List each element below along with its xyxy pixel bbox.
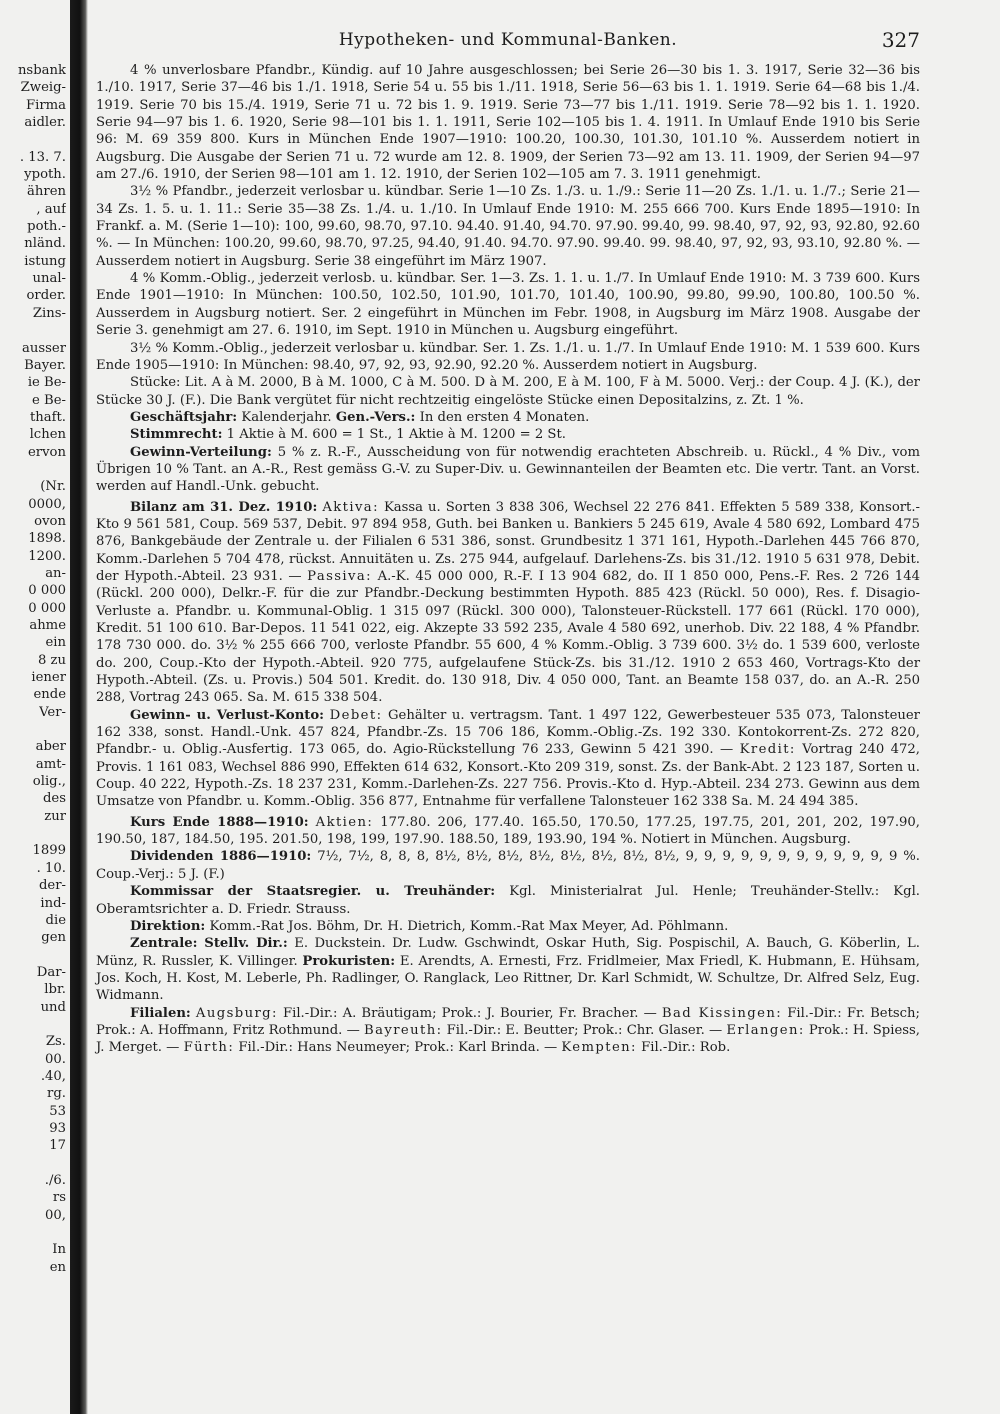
left-column-line: ovon (34, 513, 66, 529)
left-column-line: aidler. (24, 115, 66, 131)
left-column-line: 53 (49, 1103, 66, 1119)
paragraph-pfandbr-3-5: 3½ % Pfandbr., jederzeit verlosbar u. kündbar. Serie 1—10 Zs. 1./3. u. 1./9.: Serie 11—20 Zs. 1./1. u. 1./7.; Serie 21—34 Zs. 1. 5. u. 1. 11.: Serie 35—38 Zs. 1./4. u. 1./10. In Umlauf Ende 1910: M. 255 666 700. Kurs Ende 1895—1910: In Frankf. a. M. (Serie 1—10): 100, 99.60, 98.70, 97.10. 94.40. 91.40, 94.70. 97.90. 99.40, 99. 98.40, 97, 92, 93, 92.80, 92.60 %. — In München: 100.20, 99.60, 98.70, 97.25, 94.40, 91.40. 94.70. 97.90. 99.40. 99. 98.40, 97, 92, 93, 93.10, 92.80 %. — Ausserdem notiert in Augsburg. Serie 38 eingeführt im März 1907. (96, 184, 920, 269)
left-column-line: ein (45, 635, 66, 651)
section-direktion (96, 918, 920, 935)
filiale-kissingen: Bad Kissingen: (661, 1005, 783, 1021)
left-column-line: zur (44, 808, 66, 824)
left-column-line: thaft. (29, 409, 66, 425)
paragraph-pfandbr-4: 4 % unverlosbare Pfandbr., Kündig. auf 10 Jahre ausgeschlossen; bei Serie 26—30 bis 1. 3. 1917, Serie 32—36 bis 1./10. 1917, Serie 37—46 bis 1./1. 1918, Serie 54 u. 55 bis 1./11. 1918, Serie 56—63 bis 1. 1. 1919. Serie 64—68 bis 1./4. 1919. Serie 70 bis 15./4. 1919, Serie 71 u. 72 bis 1. 9. 1919. Serie 73—77 bis 1./11. 1919. Serie 78—92 bis 1. 1. 1920. Serie 94—97 bis 1. 6. 1920, Serie 98—101 bis 1. 1. 1911, Serie 102—105 bis 1. 4. 1911. In Umlauf Ende 1910 bis Serie 96: M. 69 359 800. Kurs in München Ende 1907—1910: 100.20, 100.30, 101.30, 101.10 %. Ausserdem notiert in Augsburg. Die Ausgabe der Serien 71 u. 72 wurde am 12. 8. 1909, der Serien 73—92 am 13. 11. 1909, der Serien 94—97 am 27./6. 1910, der Serien 98—101 am 1. 12. 1910, der Serien 102—105 am 7. 3. 1911 genehmigt. (96, 63, 920, 183)
gen-vers-text: In den ersten 4 Monaten. (419, 409, 590, 425)
filiale-augsburg-text: Fil.-Dir.: A. Bräutigam; Prok.: J. Bourier, Fr. Bracher. — (282, 1005, 657, 1021)
dividenden-label: Dividenden 1886—1910: (130, 849, 312, 865)
stimmrecht-text: 1 Aktie à M. 600 = 1 St., 1 Aktie à M. 1200 = 2 St. (226, 427, 566, 443)
left-column-line: ie Be- (27, 375, 66, 391)
section-geschaeftsjahr (96, 409, 920, 426)
kurs-label: Kurs Ende 1888—1910: (130, 814, 309, 830)
left-column-line: poth.- (27, 219, 66, 235)
left-column-line: e Be- (32, 392, 66, 408)
kurs-aktien-label: Aktien: (315, 814, 374, 830)
left-column-line: die (45, 912, 66, 928)
left-column-line: istung (24, 253, 66, 269)
left-column-line (0, 461, 66, 478)
section-gewinn-verteilung (96, 444, 920, 496)
filiale-kissingen-text: Fil.-Dir.: Fr. Betsch; Prok.: A. Hoffmann, Fritz Rothmund. — (96, 1005, 920, 1038)
gewinn-verlust-label: Gewinn- u. Verlust-Konto: (130, 707, 325, 723)
filiale-fuerth: Fürth: (183, 1040, 235, 1056)
filiale-kempten-text: Fil.-Dir.: Rob. (641, 1040, 731, 1056)
left-column-line (0, 1016, 66, 1033)
left-column-line: olig., (32, 774, 66, 790)
left-column-line: 0 000 (28, 600, 66, 616)
kurs-text: 177.80. 206, 177.40. 165.50, 170.50, 177.25, 197.75, 201, 201, 202, 197.90, 190.50, 187, 184.50, 195. 201.50, 198, 199, 197.90. 188.50, 189, 193.90, 194 %. Notiert in München. Augsburg. (96, 814, 920, 848)
left-column-line (0, 1224, 66, 1241)
section-bilanz (96, 499, 920, 707)
left-column-line: der- (38, 878, 66, 894)
prokuristen-text: E. Arendts, A. Ernesti, Frz. Fridlmeier, Max Friedl, K. Hubmann, E. Hühsam, Jos. Koch, H. Kost, M. Leberle, Ph. Radlinger, O. Ranglack, Leo Rittner, Dr. Karl Schmidt, W. Schultze, Dr. Alfred Selz, Eug. Widmann. (96, 953, 920, 1004)
aktiva-text: Kassa u. Sorten 3 838 306, Wechsel 22 276 841. Effekten 5 589 338, Konsort.-Kto 9 561 581, Coup. 569 537, Debit. 97 894 958, Guth. bei Banken u. Bankiers 5 245 619, Avale 4 580 692, Lombard 475 876, Bankgebäude der Zentrale u. der Filialen 6 531 386, sonst. Grundbesitz 1 371 161, Hypoth.-Darlehen 445 766 870, Komm.-Darlehen 5 704 478, rückst. Annuitäten u. Zs. 275 944, aufgelauf. Darlehens-Zs. bis 31./12. 1910 5 631 978, Debit. der Hypoth.-Abteil. 23 931. — (96, 499, 921, 584)
left-column-line: In (52, 1242, 66, 1258)
direktion-text: Komm.-Rat Jos. Böhm, Dr. H. Dietrich, Komm.-Rat Max Meyer, Ad. Pöhlmann. (209, 918, 729, 934)
section-zentrale (96, 935, 920, 1004)
filiale-erlangen-text: Prok.: H. Spiess, J. Merget. — (96, 1022, 921, 1056)
section-filialen (96, 1005, 920, 1057)
kommissar-text: Kgl. Ministerialrat Jul. Henle; Treuhänder-Stellv.: Kgl. Oberamtsrichter a. D. Friedr. Strauss. (96, 884, 920, 917)
left-column-line: an- (45, 565, 66, 581)
left-column-line: amt- (35, 756, 66, 772)
section-kommissar (96, 883, 920, 918)
filiale-augsburg: Augsburg: (195, 1005, 278, 1021)
zentrale-text: E. Duckstein. Dr. Ludw. Gschwindt, Oskar Huth, Sig. Pospischil, A. Bauch, G. Köberlin, L. Münz, R. Russler, K. Villinger. (96, 936, 920, 969)
section-kurs (96, 814, 920, 849)
left-column-fragment (0, 62, 66, 1276)
running-title: Hypotheken- und Kommunal-Banken. (338, 30, 678, 50)
left-column-line (0, 825, 66, 842)
direktion-label: Direktion: (130, 918, 206, 934)
left-column-line: 00, (45, 1207, 66, 1223)
left-column-line: ./6. (44, 1173, 66, 1188)
prokuristen-label: Prokuristen: (302, 953, 396, 969)
paragraph-komm-oblig-4: 4 % Komm.-Oblig., jederzeit verlosb. u. kündbar. Ser. 1—3. Zs. 1. 1. u. 1./7. In Umlauf Ende 1910: M. 3 739 600. Kurs Ende 1901—1910: In München: 100.50, 102.50, 101.90, 101.70, 101.40, 100.90, 99.80, 99.90, 100.80, 100.50 %. Ausserdem in Augsburg notiert. Ser. 2 eingeführt in München im Febr. 1908, in Augsburg im März 1908. Ausgabe der Serie 3. genehmigt am 27. 6. 1910, im Sept. 1910 in München u. Augsburg eingeführt. (96, 271, 920, 339)
left-column-line: 1898. (28, 531, 66, 547)
left-column-line: lbr. (44, 982, 66, 998)
paragraph-komm-oblig-3-5: 3½ % Komm.-Oblig., jederzeit verlosbar u. kündbar. Ser. 1. Zs. 1./1. u. 1./7. In Umlauf Ende 1910: M. 1 539 600. Kurs Ende 1905—1910: In München: 98.40, 97, 92, 93, 92.90, 92.20 %. Ausserdem notiert in Augsburg. (96, 340, 920, 373)
left-column-line: 8 zu (37, 652, 66, 668)
left-column-line (0, 322, 66, 339)
left-column-line: .40, (40, 1068, 66, 1084)
left-column-line: Zs. (45, 1034, 66, 1050)
main-text-column (96, 62, 920, 1057)
left-column-line: Zweig- (20, 80, 66, 96)
left-column-line: ausser (22, 340, 66, 356)
gewinn-verteilung-label: Gewinn-Verteilung: (130, 444, 272, 460)
left-column-line: 17 (49, 1138, 66, 1154)
section-dividenden (96, 848, 920, 883)
debet-label: Debet: (329, 707, 383, 723)
left-column-line: ind- (40, 895, 66, 911)
left-column-line: iener (31, 670, 66, 686)
page-number: 327 (881, 28, 920, 52)
left-column-line: des (42, 791, 66, 807)
left-column-line: 0 000 (28, 583, 66, 599)
debet-text: Gehälter u. vertragsm. Tant. 1 497 122, Gewerbesteuer 535 073, Talonsteuer 162 338, sonst. Handl.-Unk. 457 824, Pfandbr.-Zs. 15 706 186, Komm.-Oblig.-Zs. 192 330. Kontokorrent-Zs. 272 820, Pfandbr.- u. Oblig.-Ausfertig. 173 065, do. Agio-Rückstellung 76 233, Gewinn 5 421 390. — (96, 707, 920, 758)
filiale-kempten: Kempten: (561, 1040, 637, 1056)
left-column-line: ervon (28, 444, 66, 460)
passiva-text: A.-K. 45 000 000, R.-F. I 13 904 682, do. II 1 850 000, Pens.-F. Res. 2 726 144 (Rückl. 200 000), Delkr.-F. für die zur Pfandbr.-Deckung bestimmten Hypoth. 885 423 (Rückl. 50 000), Res. f. Disagio-Verluste a. Pfandbr. u. Kommunal-Oblig. 1 315 097 (Rückl. 300 000), Talonsteuer-Rückstell. 177 661 (Rückl. 170 000), Kredit. 51 100 610. Bar-Depos. 11 541 022, eig. Akzepte 33 592 235, Avale 4 580 692, unerhob. Div. 22 188, 4 % Pfandbr. 178 730 000. do. 3½ % 255 666 700, verloste Pfandbr. 55 600, 4 % Komm.-Oblig. 3 739 600. 3½ do. 1 539 600, verloste do. 200, Coup.-Kto der Hypoth.-Abteil. 920 775, aufgelaufene Stück-Zs. bis 31./12. 1910 2 653 460, Vortrags-Kto der Hypoth.-Abteil. (Zs. u. Provis.) 504 501. Kredit. do. 130 918, Div. 4 050 000, Tant. an Beamte 158 037, do. an A.-R. 250 288, Vortrag 243 065. Sa. M. 615 338 504. (96, 568, 920, 706)
left-column-line: Zins- (32, 305, 66, 321)
left-column-line (0, 947, 66, 964)
left-column-line: , auf (36, 201, 66, 217)
left-column-line: rg. (47, 1086, 66, 1102)
left-column-line: . 10. (36, 860, 66, 876)
left-column-line: ahme (29, 618, 66, 633)
filiale-fuerth-text: Fil.-Dir.: Hans Neumeyer; Prok.: Karl Brinda. — (238, 1040, 558, 1056)
left-column-line (0, 131, 66, 148)
left-column-line: lchen (29, 427, 66, 443)
aktiva-label: Aktiva: (322, 499, 379, 515)
zentrale-label: Zentrale: Stellv. Dir.: (130, 936, 288, 952)
left-column-line: Dar- (36, 964, 66, 980)
section-gewinn-verlust (96, 707, 920, 811)
kredit-text: Vortrag 240 472, Provis. 1 161 083, Wechsel 886 990, Effekten 614 632, Konsort.-Kto 209 319, sonst. Zs. der Bank-Abt. 2 123 187, Sorten u. Coup. 40 222, Hypoth.-Zs. 18 237 231, Komm.-Darlehen-Zs. 227 756. Provis.-Kto d. Hyp.-Abteil. 234 273. Gewinn aus dem Umsatze von Pfandbr. u. Komm.-Oblig. 356 877, Entnahme für verfallene Talonsteuer 162 338 Sa. M. 24 494 385. (96, 742, 920, 810)
left-column-line: ähren (27, 184, 66, 200)
page-header (96, 30, 920, 52)
left-column-line: 1200. (28, 548, 66, 564)
left-column-line: en (49, 1259, 66, 1275)
stimmrecht-label: Stimmrecht: (130, 427, 223, 443)
left-column-line: gen (41, 930, 66, 946)
filiale-erlangen: Erlangen: (726, 1022, 805, 1038)
left-column-line: Bayer. (24, 357, 66, 373)
left-column-line: (Nr. (40, 479, 66, 495)
gewinn-verteilung-text: 5 % z. R.-F., Ausscheidung von für notwendig erachteten Abschreib. u. Rückl., 4 % Div., vom Übrigen 10 % Tant. an A.-R., Rest gemäss G.-V. zu Super-Div. u. Gewinnanteilen der Beamten etc. Die vertr. Tant. an Vorst. werden auf Handl.-Unk. gebucht. (96, 444, 920, 495)
kredit-label: Kredit: (739, 742, 796, 758)
left-column-line: nsbank (17, 63, 66, 78)
gen-vers-label: Gen.-Vers.: (335, 409, 416, 425)
kommissar-label: Kommissar der Staatsregier. u. Treuhänder: (130, 884, 496, 900)
left-column-line: 1899 (32, 843, 66, 859)
left-column-line: nländ. (24, 236, 66, 252)
filiale-bayreuth: Bayreuth: (363, 1022, 443, 1038)
geschaeftsjahr-text: Kalenderjahr. (241, 409, 332, 425)
geschaeftsjahr-label: Geschäftsjahr: (130, 409, 238, 425)
left-column-line: 93 (49, 1120, 66, 1136)
left-column-line (0, 1155, 66, 1172)
left-column-line: 00. (45, 1051, 66, 1067)
left-column-line: 0000, (28, 496, 66, 512)
passiva-label: Passiva: (307, 568, 373, 584)
left-column-line: Firma (25, 97, 66, 113)
left-column-line: aber (35, 739, 66, 755)
left-column-line: unal- (32, 271, 66, 287)
left-column-line: order. (26, 288, 66, 304)
paragraph-stuecke: Stücke: Lit. A à M. 2000, B à M. 1000, C à M. 500. D à M. 200, E à M. 100, F à M. 5000. Verj.: der Coup. 4 J. (K.), der Stücke 30 J. (F.). Die Bank vergütet für nicht rechtzeitig eingelöste Stücke einen Depositalzins, z. Zt. 1 %. (96, 375, 920, 408)
dividenden-text: 7½, 7½, 8, 8, 8, 8½, 8½, 8½, 8½, 8½, 8½, 8½, 8½, 9, 9, 9, 9, 9, 9, 9, 9, 9, 9, 9, 9 %. Coup.-Verj.: 5 J. (F.) (96, 849, 920, 882)
section-stimmrecht (96, 426, 920, 443)
bilanz-label: Bilanz am 31. Dez. 1910: (130, 499, 318, 515)
filiale-bayreuth-text: Fil.-Dir.: E. Beutter; Prok.: Chr. Glaser. — (446, 1022, 723, 1038)
binding-gutter (70, 0, 88, 1414)
left-column-line: und (40, 999, 66, 1015)
left-column-line: ypoth. (24, 167, 66, 183)
left-column-line (0, 721, 66, 738)
left-column-line: . 13. 7. (19, 149, 66, 165)
left-column-line: rs (52, 1190, 66, 1206)
left-column-line: Ver- (39, 704, 66, 720)
left-column-line: ende (33, 687, 66, 703)
filialen-label: Filialen: (130, 1005, 191, 1021)
